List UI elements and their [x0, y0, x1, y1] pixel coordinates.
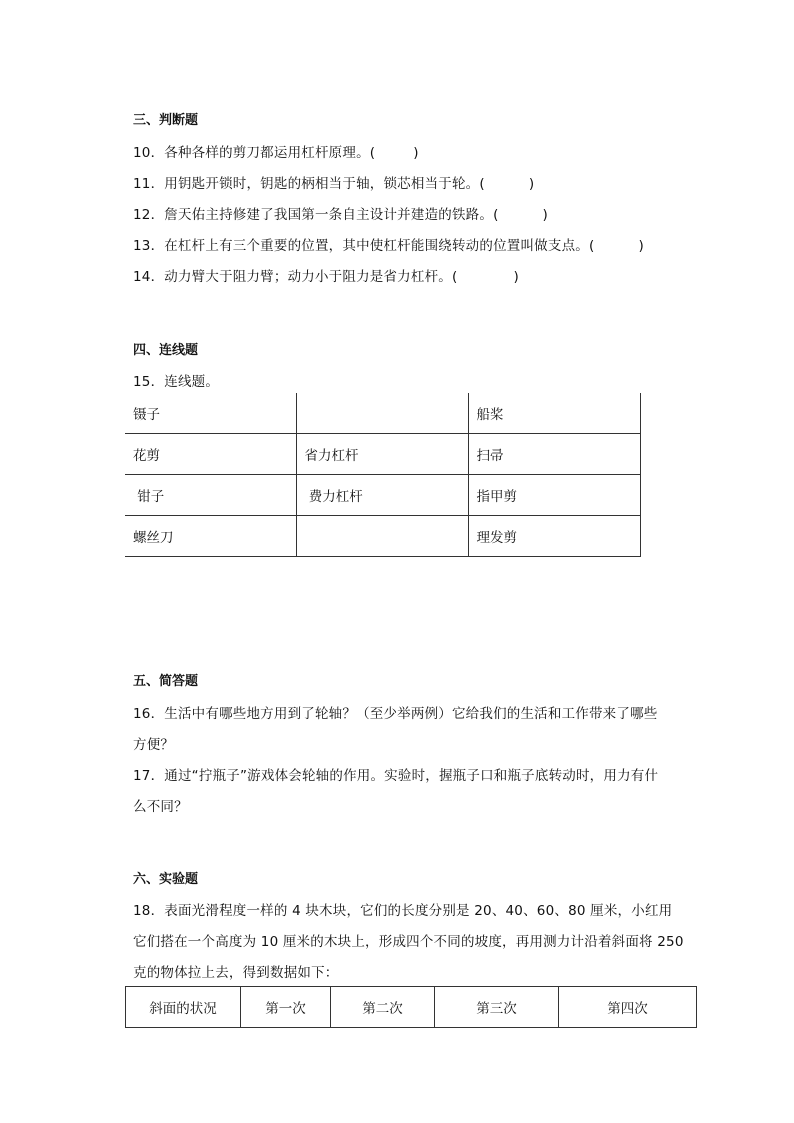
question-10-text: 10．各种各样的剪刀都运用杠杆原理。( [133, 145, 376, 161]
table-cell: 费力杠杆 [296, 475, 468, 516]
question-11-text: 11．用钥匙开锁时，钥匙的柄相当于轴，锁芯相当于轮。( [133, 176, 485, 192]
question-11 [133, 172, 534, 192]
table-header-cell: 第一次 [241, 987, 331, 1028]
section-3-heading: 三、判断题 [133, 113, 199, 128]
section-5-heading: 五、简答题 [133, 674, 199, 689]
table-cell: 花剪 [125, 434, 296, 475]
table-cell: 扫帚 [468, 434, 640, 475]
question-14-text: 14．动力臂大于阻力臂；动力小于阻力是省力杠杆。( [133, 269, 458, 285]
question-11-close: ) [528, 176, 535, 192]
question-12 [133, 203, 548, 223]
question-14 [133, 265, 519, 285]
table-row [125, 475, 640, 516]
table-cell [296, 516, 468, 557]
question-13-close: ) [638, 238, 644, 254]
table-row [125, 393, 640, 434]
question-17-line-1: 17．通过“拧瓶子”游戏体会轮轴的作用。实验时，握瓶子口和瓶子底转动时，用力有什 [133, 768, 659, 784]
question-18-line-1: 18．表面光滑程度一样的 4 块木块，它们的长度分别是 20、40、60、80 厘米，小红用 [133, 903, 673, 919]
question-18-line-3: 克的物体拉上去，得到数据如下： [133, 965, 339, 981]
table-cell: 钳子 [125, 475, 296, 516]
question-10-close: ) [413, 145, 419, 161]
table-header-row [126, 987, 697, 1028]
experiment-table [125, 986, 697, 1028]
table-cell: 镊子 [125, 393, 296, 434]
table-header-cell: 第四次 [559, 987, 697, 1028]
question-18-line-2: 它们搭在一个高度为 10 厘米的木块上，形成四个不同的坡度，再用测力计沿着斜面将 250 [133, 934, 684, 950]
table-cell: 理发剪 [468, 516, 640, 557]
question-16-line-2: 方便？ [133, 737, 175, 753]
table-cell [296, 393, 468, 434]
table-row [125, 516, 640, 557]
table-header-cell: 斜面的状况 [126, 987, 241, 1028]
question-12-text: 12．詹天佑主持修建了我国第一条自主设计并建造的铁路。( [133, 207, 499, 223]
table-cell: 省力杠杆 [296, 434, 468, 475]
matching-table [125, 393, 641, 557]
table-cell: 螺丝刀 [125, 516, 296, 557]
question-10 [133, 141, 419, 161]
question-13 [133, 234, 644, 254]
question-12-close: ) [542, 207, 549, 223]
table-cell: 指甲剪 [468, 475, 640, 516]
question-16-line-1: 16．生活中有哪些地方用到了轮轴？（至少举两例）它给我们的生活和工作带来了哪些 [133, 706, 658, 722]
question-15: 15．连线题。 [133, 374, 220, 390]
section-6-heading: 六、实验题 [133, 872, 199, 887]
question-17-line-2: 么不同？ [133, 799, 188, 815]
table-cell: 船桨 [468, 393, 640, 434]
question-14-close: ) [513, 269, 519, 285]
table-header-cell: 第三次 [435, 987, 559, 1028]
table-row [125, 434, 640, 475]
question-13-text: 13．在杠杆上有三个重要的位置，其中使杠杆能围绕转动的位置叫做支点。( [133, 238, 595, 254]
table-header-cell: 第二次 [331, 987, 435, 1028]
section-4-heading: 四、连线题 [133, 343, 199, 358]
